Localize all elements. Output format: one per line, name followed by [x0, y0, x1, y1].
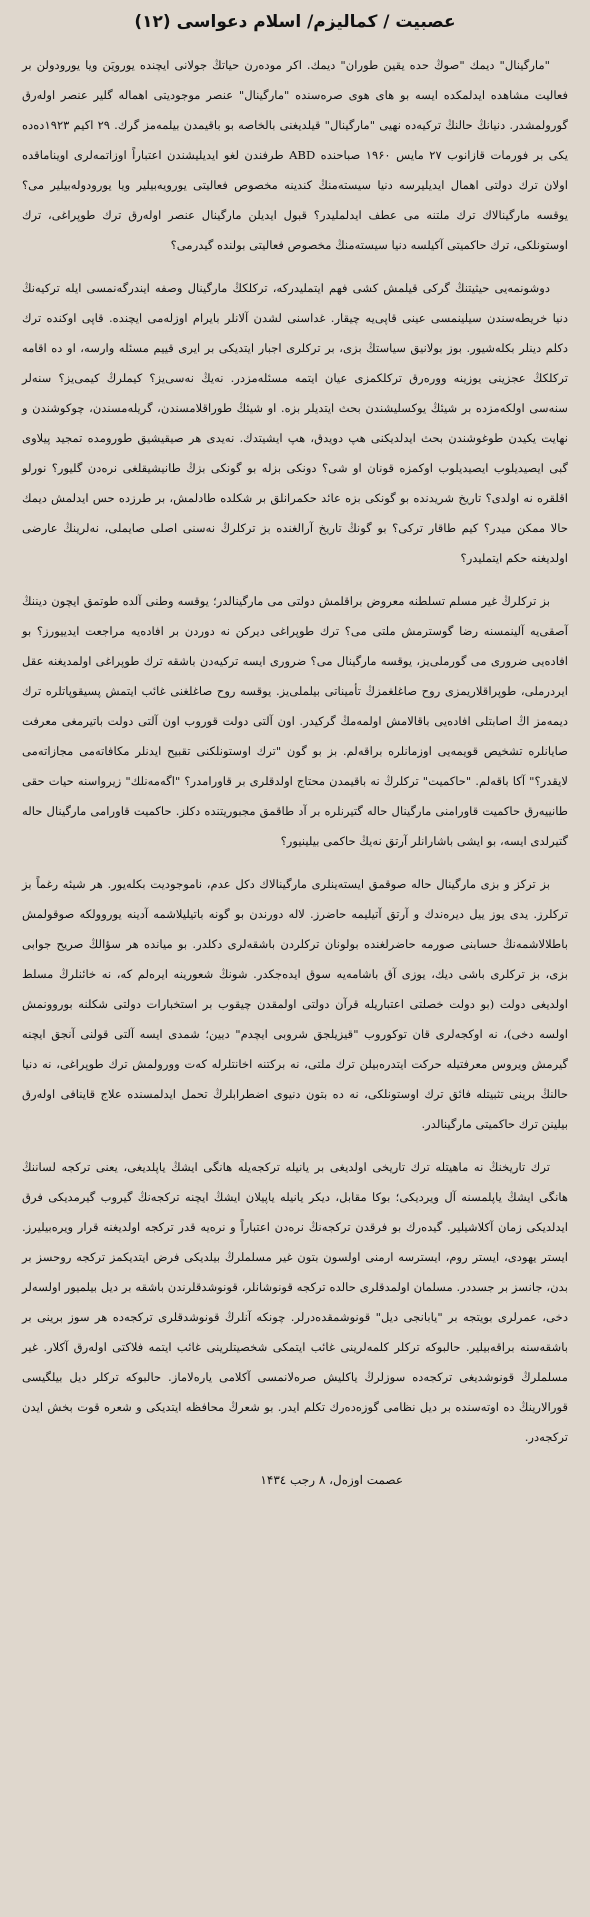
paragraph-1: "مارگینال" دیمك "صوڭ حده یقین طوران" دیمك. اکر موده‌رن حیاتڭ جولانی ایچنده یورویَن ویا یورودولن بر فعالیت مشاهده ایدلمکده ایسه بو های هوی صره‌سنده "مارگینال" عنصر موجودیتی اهماله گلیر عنصر اولەرق گورولمشدر. دنیانڭ حالنڭ ترکیەده نهیی "مارگینال" قیلدیغنی بالخاصه بو باقیمدن بیلمه‌مز گرك. ۲۹ اکیم ۱۹۲۳ده‌ده یکی بر فورمات قازانوب ۲۷ مایس ۱۹۶۰ صباحنده ABD طرفندن لغو ایدیلیشندن اعتباراً اوزاتمەلری اویناماقده اولان ترك دولتی اهمال ایدیلیرسه دنیا سیستەمنڭ کندینه مخصوص فعالیتی یورویه‌بیلیر ویا یورودوله‌بیلیر می؟ یوقسه مارگینالاك ترك ملتنه می عطف ایدلملیدر؟ قبول ایدیلن مارگینال عنصر اولەرق ترك طوپراغی، ترك اوستونلکی، ترك حاکمیتی آکیلسه دنیا سیستەمنڭ مخصوص فعالیتی بولنده گیدرمی؟ [22, 58, 568, 252]
paragraph-5: ترك تاریخنڭ نه ماهیتله ترك تاریخی اولدیغی بر یانیله ترکجه‌یله هانگی ایشڭ یاپلدیغی، یعنی ترکجه لساننڭ هانگی ایشڭ یاپلمسنه آل ویردیکی؛ بوکا مقابل، دیکر یانیله یاپیلان ایشڭ ایچنه ترکجه‌نڭ گیروب گیرمدیکی فرق ایدلدیکی زمان آکلاشیلیر. گیده‌رك بو فرقدن ترکجه‌نڭ نره‌دن اعتباراً و نره‌یه قدر ترکجه اولدیغنه قرار ویره‌بیلیرز. ایستر یهودی، ایستر روم، ایسترسه ارمنی اولسون بتون غیر مسلملرڭ بیلدیکی فرض ایتدیکمز ترکجه روحسز بر بدن، جانسز بر جسددر. مسلمان اولمدقلری حالده ترکجه قونوشانلر، قونوشدقلرندن باشقه بر دیل بیلمیور اولسه‌لر دخی، عمرلری بویتجه بر "یابانجی دیل" قونوشمقده‌درلر. چونکه آنلرڭ قونوشدقلری ترکجه‌ده هر سوز برینی بر باشقه‌سنه براقه‌بیلیر. حالبوکه ترکلر کلمه‌لرینی غائب ایتمکی شخصیتلرینی غائب ایتمه فلاکتی اولەرق آکلار. غیر مسلملرڭ قونوشدیغی ترکجه‌ده سوزلرڭ یاکلیش صره‌لانمسی آکلامی یاره‌لاماز. حالبوکه ترکلر دیل بیلگیسی قورالارینڭ ده اوته‌سنده بر دیل نظامی گوزه‌ده‌رك تکلم ایدر. بو شعرڭ محافظه ایتدیکی و شعره قوت بخش ایدن ترکجه‌در. [22, 1160, 568, 1444]
author-signature: عصمت اوزەل، ۸ رجب ۱۴۳٤ [260, 1473, 403, 1487]
article-title: عصبیت / کمالیزم/ اسلام دعواسی (۱۲) [134, 12, 456, 32]
paragraph-2: دوشونمه‌یی حیثیتنڭ گرکی قیلمش کشی فهم ایتملیدرکه، ترکلكڭ مارگینال وصفه ایندرگه‌نمسی ایله ترکیەنڭ دنیا خریطه‌سندن سیلینمسی عینی قاپی‌یه چیقار. غداسنی لشدن آلانلر بایرام اوزلەمی ایچنده. قاپی اوکنده ترك دکلم دینلر بکلەشیور. بوز بولانیق سیاستڭ بزی، بر ترکلری اجبار ایتدیکی بر ایری قییم مسئله وارسه، او ده اقامه ترکلكڭ عجزینی یوزینه ووره‌رق ترکلکمزی عیان ایتمه مسئله‌مزدر. نه‌یڭ نه‌سی‌یز؟ کیملرڭ کیمی‌یز؟ سنه‌لر سنه‌سی اولکه‌مزده بر شیئڭ یوکسلیشندن بحث ایتدیلر بزه. او شیئڭ طوراقلامسندن، گریلەمسندن، چوکوشندن و نهایت یکیدن طوغوشندن بحث ایدلدیکنی هپ دویدق، هپ ایشیتدك. نه‌یدی هر صیقیشیق طورومده تمجید پیلاوی گبی ایصیدیلوب ایصیدیلوب اوکمزه قونان او شی؟ دونکی بزله بو گونکی بزڭ طانیشیقلغی نره‌دن گلیور؟ نورلو اقلقره نه اولدی؟ تاریخ شریدنده بو گونکی بزه عائد حکمرانلق بر شکلده طادلمش، بر طرزده حس ایدلمش دیمك حالا ممکن میدر؟ کیم طاقار ترکی؟ بو گونڭ تاریخ آرالغنده بز ترکلرڭ نه‌سنی اصلی صایملی، نه‌لرینڭ عارضی اولدیغنه حکم ایتملیدر؟ [22, 281, 568, 565]
paragraph-3: بز ترکلرڭ غیر مسلم تسلطنه معروض براقلمش دولتی می مارگینالدر؛ یوقسه وطنی آلده طوتمق ایچون دیننڭ آصقی‌یه آلینمسنه رضا گوسترمش ملتی می؟ ترك طوپراغی دیرکن نه دوردن بر افاده‌یه مراجعت ایدییورز؟ بو افاده‌یی ضروری می گورملی‌یز، یوقسه مارگینال می؟ ضروری ایسه ترکیەدن باشقه ترك طوپراغی اولمدیغنه عقل ایردرملی، طوپراقلاریمزی روح صاغلغمزڭ تأمیناتی بیلملی‌یز. یوقسه روح صاغلغنی غائب ایتمش پسیقوپاتلره ترك دیمه‌مز اڭ اصابتلی افاده‌یی باقالامش اولمه‌مڭ گرکیدر. اون آلتی دولت قوروب اون آلتی دولت باتیرمغی معرفت صایانلره تشخیص قویمه‌یی اوزمانلره براقەلم. بز بو گون "ترك اوستونلکنی تقبیح ایدنلر مکافاته‌می مجازاته‌می لایقدر؟" آکا باقەلم. "حاکمیت" ترکلرڭ نه باقیمدن محتاج اولدقلری بر قاورامدر؟ "اگەمەنلك" زیرواسنه حیات حقی طانییەرق حاکمیت قاورامنی مارگینال حاله گتیرنلره بر آد طاقمق مجبوریتنده دکلز. حاکمیت قاورامی مارگینال حاله گتیرلدی ایسه، بو ایشی باشارانلر آرتق نه‌یڭ حاکمی بیلینیور؟ [22, 594, 568, 848]
paragraph-4: بز ترکز و بزی مارگینال حاله صوقمق ایسته‌ینلری مارگینالاك دکل عدم، ناموجودیت بکله‌یور. هر شیئه رغماً بز ترکلرز. یدی یوز ییل دیره‌ندك و آرتق آتیلیمه حاضرز. لاله دورندن بو گونه باتیلیلاشمه آدینه یوروولکه صوقولمش باطلالاشمەنڭ حسابنی صورمه حاضرلغنده بولونان ترکلردن باشقەلری دکلدر. بو میانده هر سؤالڭ صریح جوابی بزی، بز ترکلری باشی دیك، یوزی آق باشامه‌یه سوق ایده‌جکدر. شونڭ شعورینه ایره‌لم که، نه خائنلرڭ مسلط اولدیغی دولت (بو دولت خصلتی اعتباریله قرآن دولتی اولمقدن چیقوب بر استخبارات دولتی شکلنه بوروونمش اولسه دخی)، نه اوکجەلری قان توکوروب "قیزیلجق شروبی ایچدم" دیین؛ شمدی ایسه آلتی قولنی آنجق ایچنه گیرمش ویروس معرفتیله حرکت ایتدره‌بیلن ترك ملتی، نه برکتنه اخانتلرله کەت وورولمش ترك طوپراغی، نه دنیا حالنڭ برینی تثبیتله فائق ترك اوستونلکی، نه ده بتون دنیوی اضطرابلرڭ تحمل ایدلمسنده علاج قاینافی اولەرق بیلینن ترك حاکمیتی مارگینالدر. [22, 877, 568, 1131]
